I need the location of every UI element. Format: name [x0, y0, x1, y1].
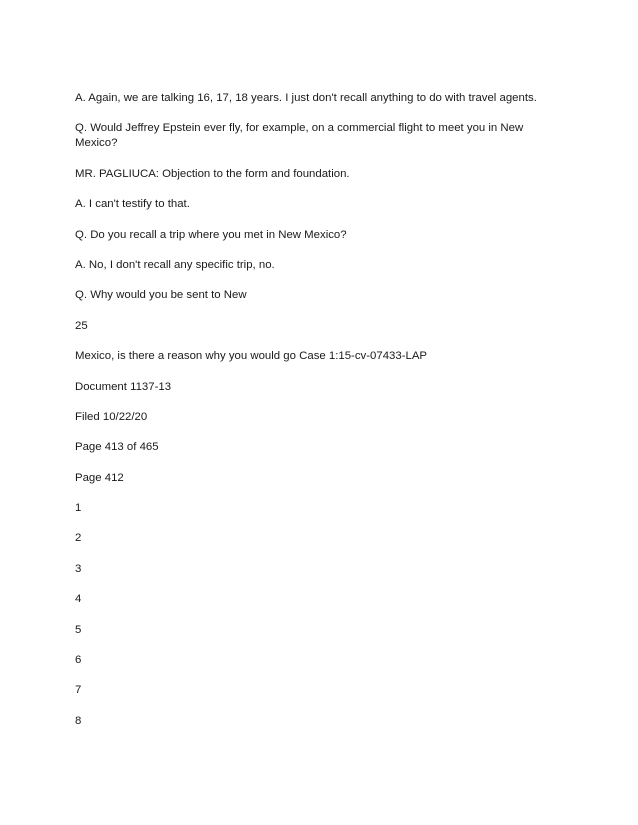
line-number: 1 — [75, 502, 82, 515]
transcript-line: Q. Would Jeffrey Epstein ever fly, for example, on a commercial flight to meet you in New Mexico? — [75, 122, 524, 150]
filed-date: Filed 10/22/20 — [75, 410, 148, 423]
transcript-line: A. Again, we are talking 16, 17, 18 years. I just don't recall anything to do with travel agents. — [75, 92, 537, 104]
line-number: 4 — [75, 593, 82, 606]
document-number: Document 1137-13 — [75, 380, 172, 393]
line-number: 3 — [75, 562, 82, 575]
page-number: 25 — [75, 319, 88, 332]
line-number: 8 — [75, 714, 82, 727]
transcript-line: A. I can't testify to that. — [75, 198, 190, 211]
transcript-line: A. No, I don't recall any specific trip, no. — [75, 258, 275, 271]
line-number: 5 — [75, 623, 82, 636]
transcript-body — [75, 91, 555, 744]
line-number: 6 — [75, 654, 82, 667]
page-label: Page 412 — [75, 471, 124, 484]
line-number: 7 — [75, 684, 82, 697]
transcript-line: Mexico, is there a reason why you would go Case 1:15-cv-07433-LAP — [75, 350, 428, 363]
page-of-total: Page 413 of 465 — [75, 441, 159, 454]
transcript-line: Q. Why would you be sent to New — [75, 289, 247, 302]
transcript-line: Q. Do you recall a trip where you met in New Mexico? — [75, 228, 347, 241]
line-number: 2 — [75, 532, 82, 545]
transcript-line: MR. PAGLIUCA: Objection to the form and foundation. — [75, 167, 350, 180]
